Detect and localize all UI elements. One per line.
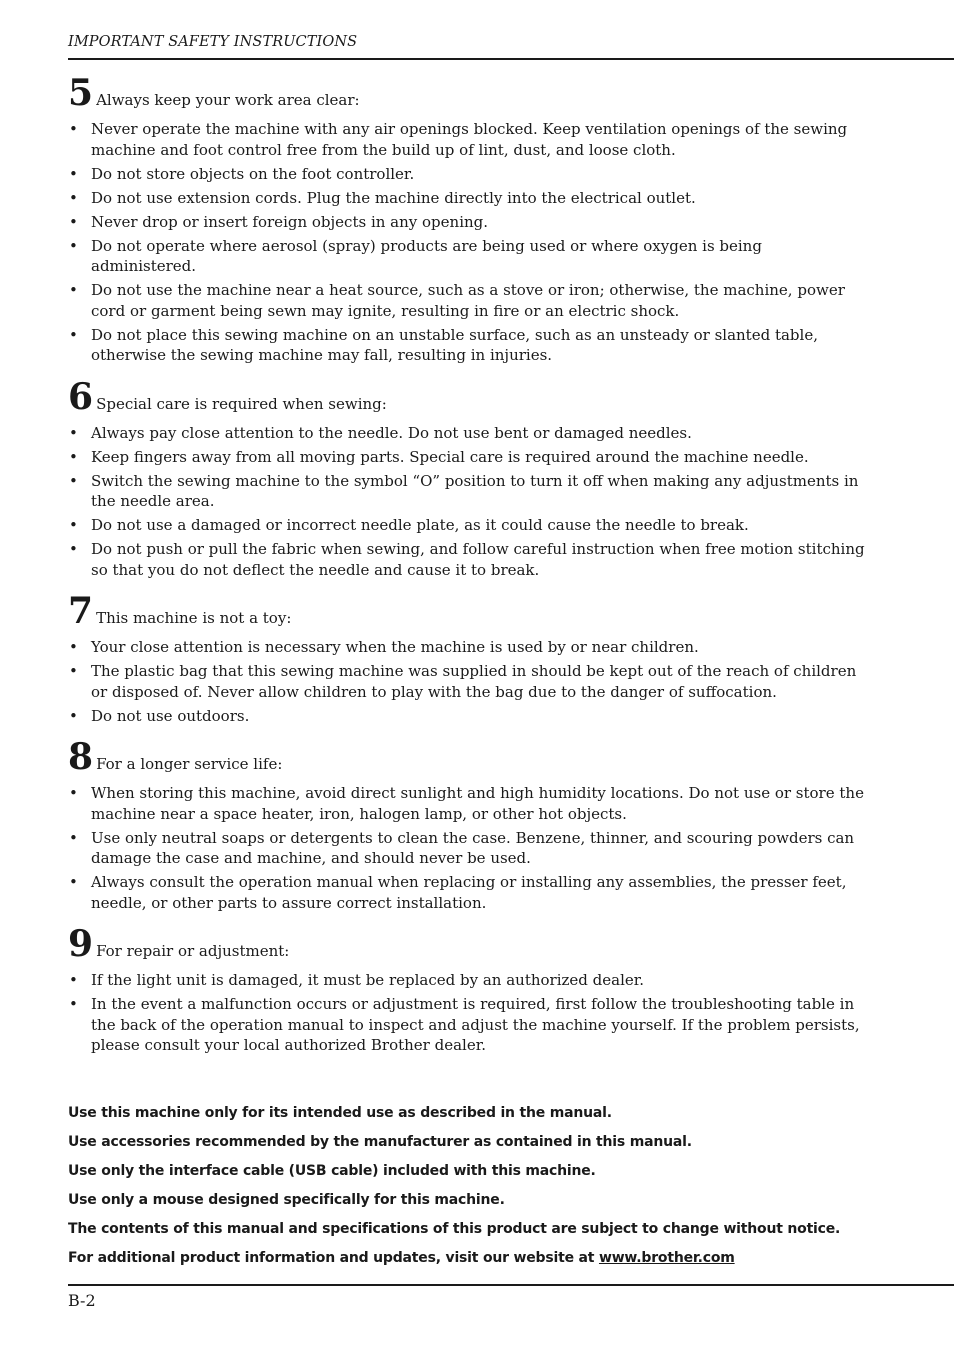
running-header: IMPORTANT SAFETY INSTRUCTIONS [68,34,358,50]
page-number: B-2 [68,1291,96,1310]
bullet-list [68,119,868,366]
section-heading [68,72,868,114]
notice-usb-cable: Use only the interface cable (USB cable) included with this machine. [68,1163,596,1179]
list-item: • Do not operate where aerosol (spray) products are being used or where oxygen is being administered. [68,236,868,277]
notice-accessories: Use accessories recommended by the manufacturer as contained in this manual. [68,1134,692,1150]
section-number: 8 [68,736,93,778]
website-link[interactable]: www.brother.com [598,1250,735,1266]
list-item: • If the light unit is damaged, it must be replaced by an authorized dealer. [68,970,868,991]
section-heading [68,590,868,632]
section-title: For repair or adjustment: [96,942,290,960]
instructions-body [68,72,868,1070]
header-rule [68,58,954,60]
section-9 [68,923,868,1056]
list-item: • Switch the sewing machine to the symbol “O” position to turn it off when making any adjustments in the needle area. [68,471,868,512]
notice-website [68,1248,928,1268]
section-7 [68,590,868,726]
notice-subject-to-change: The contents of this manual and specifications of this product are subject to change without notice. [68,1221,841,1237]
section-number: 5 [68,72,93,114]
list-item: • Keep fingers away from all moving parts. Special care is required around the machine needle. [68,447,868,468]
website-notice-text: For additional product information and updates, visit our website at [68,1250,599,1266]
list-item: • Do not use outdoors. [68,706,868,727]
notices-block [68,1103,928,1277]
bullet-list [68,637,868,726]
list-item: • Do not use a damaged or incorrect needle plate, as it could cause the needle to break. [68,515,868,536]
list-item: • Do not push or pull the fabric when sewing, and follow careful instruction when free motion stitching so that you do not deflect the needle and cause it to break. [68,539,868,580]
section-title: For a longer service life: [96,755,283,773]
list-item: • In the event a malfunction occurs or adjustment is required, first follow the troubleshooting table in the back of the operation manual to inspect and adjust the machine yourself. If the problem persists, please consult your local authorized Brother dealer. [68,994,868,1056]
bullet-list [68,423,868,581]
bullet-list [68,783,868,913]
footer-rule [68,1284,954,1286]
section-title: Always keep your work area clear: [96,91,360,109]
bullet-list [68,970,868,1056]
list-item: • Always consult the operation manual when replacing or installing any assemblies, the presser feet, needle, or other parts to assure correct installation. [68,872,868,913]
section-6 [68,375,868,581]
list-item: • Do not use the machine near a heat source, such as a stove or iron; otherwise, the machine, power cord or garment being sewn may ignite, resulting in fire or an electric shock. [68,280,868,321]
list-item: • Do not use extension cords. Plug the machine directly into the electrical outlet. [68,188,868,209]
section-8 [68,736,868,913]
list-item: • Your close attention is necessary when the machine is used by or near children. [68,637,868,658]
section-heading [68,375,868,418]
list-item: • Always pay close attention to the needle. Do not use bent or damaged needles. [68,423,868,444]
list-item: • Never drop or insert foreign objects in any opening. [68,212,868,233]
section-title: Special care is required when sewing: [96,394,387,413]
section-heading [68,736,868,778]
list-item: • Do not place this sewing machine on an unstable surface, such as an unsteady or slanted table, otherwise the sewing machine may fall, resulting in injuries. [68,325,868,366]
section-5 [68,72,868,366]
list-item: • When storing this machine, avoid direct sunlight and high humidity locations. Do not use or store the machine near a space heater, iron, halogen lamp, or other hot objects. [68,783,868,824]
notice-mouse: Use only a mouse designed specifically for this machine. [68,1192,505,1208]
section-number: 6 [68,375,93,418]
section-number: 7 [68,590,93,632]
list-item: • Never operate the machine with any air openings blocked. Keep ventilation openings of the sewing machine and foot control free from the build up of lint, dust, and loose cloth. [68,119,868,160]
section-heading [68,923,868,965]
section-title: This machine is not a toy: [96,609,292,627]
list-item: • The plastic bag that this sewing machine was supplied in should be kept out of the reach of children or disposed of. Never allow children to play with the bag due to the danger of suffocation. [68,661,868,702]
notice-intended-use: Use this machine only for its intended use as described in the manual. [68,1105,612,1121]
list-item: • Do not store objects on the foot controller. [68,164,868,185]
section-number: 9 [68,923,93,965]
list-item: • Use only neutral soaps or detergents to clean the case. Benzene, thinner, and scouring powders can damage the case and machine, and should never be used. [68,828,868,869]
